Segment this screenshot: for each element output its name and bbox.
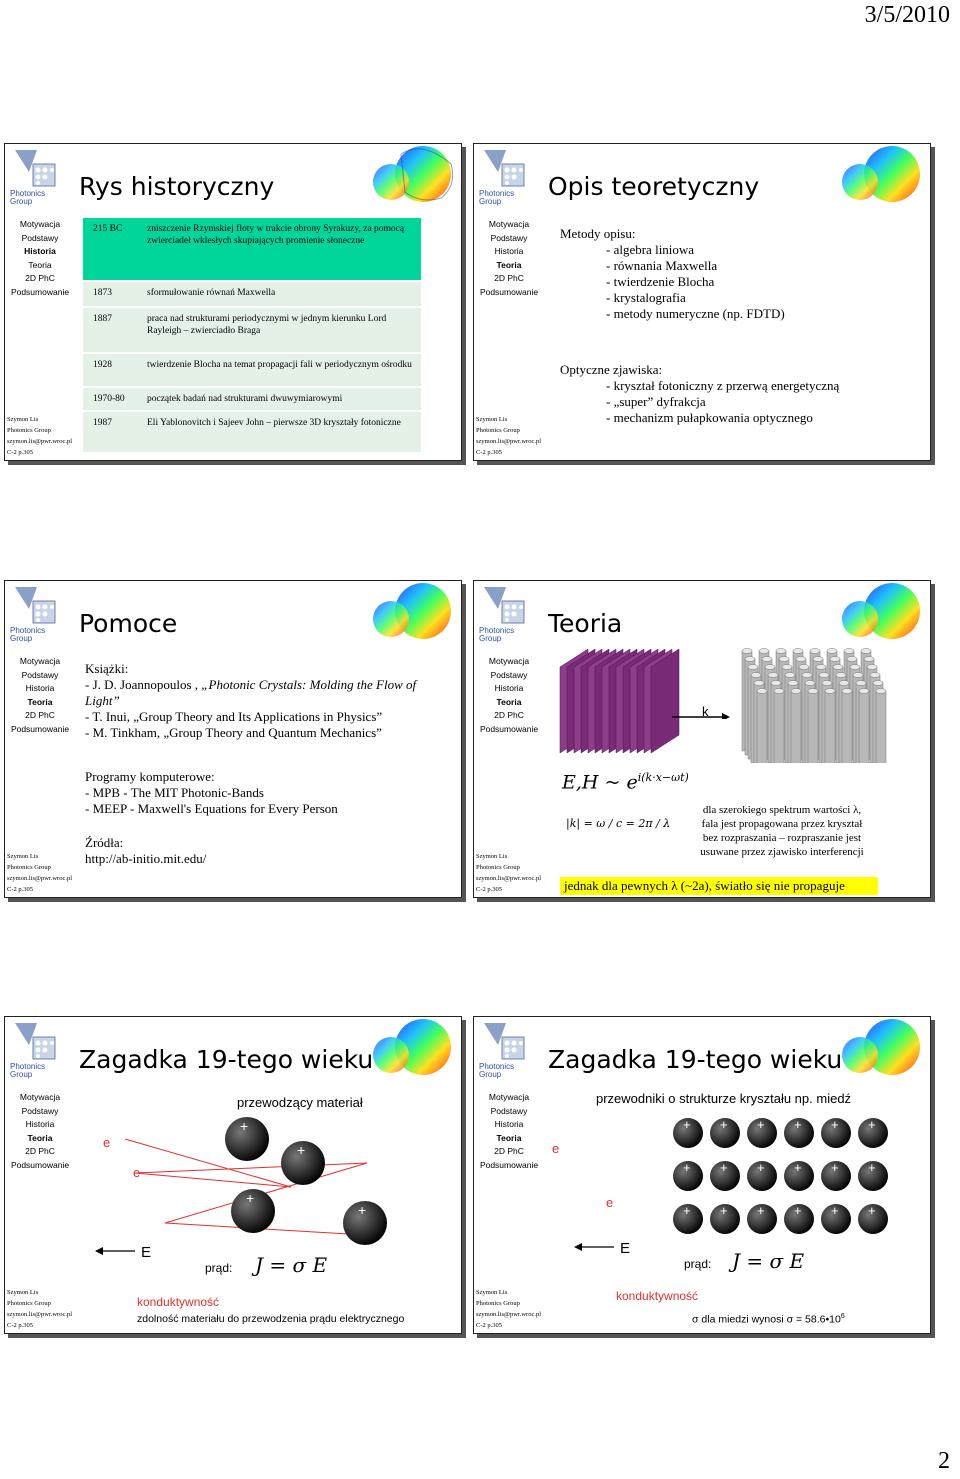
- footer-author: Szymon Lis: [476, 853, 508, 860]
- slide-nav: [474, 655, 544, 736]
- slide-nav: [474, 218, 544, 299]
- plus-sign: +: [757, 1203, 765, 1218]
- row-text: sformułowanie równań Maxwella: [147, 288, 276, 298]
- footer-email[interactable]: szymon.lis@pwr.wroc.pl: [476, 1311, 542, 1318]
- band-structure-image: [361, 1017, 459, 1075]
- rod-top: [796, 657, 806, 662]
- nav-teoria[interactable]: Teoria: [496, 259, 522, 270]
- phenomena-heading: Optyczne zjawiska:: [560, 362, 663, 377]
- list-item: - MPB - The MIT Photonic-Bands: [85, 785, 264, 800]
- rod-top: [802, 673, 812, 678]
- rod-top: [847, 657, 857, 662]
- crystal-rod: [757, 691, 767, 763]
- nav-teoria[interactable]: Teoria: [27, 696, 53, 707]
- rod-top: [822, 681, 832, 686]
- table-row: [83, 412, 421, 452]
- slab-layer: [651, 649, 679, 753]
- rod-top: [742, 649, 752, 654]
- footer-author: Szymon Lis: [7, 1289, 39, 1296]
- table-row: [83, 354, 421, 386]
- logo-text-2: Group: [10, 634, 33, 643]
- nav-podsumowanie[interactable]: Podsumowanie: [479, 1159, 539, 1170]
- footer-author: Szymon Lis: [7, 853, 39, 860]
- footer-email[interactable]: szymon.lis@pwr.wroc.pl: [476, 438, 542, 445]
- nav-2d-phc[interactable]: 2D PhC: [25, 1146, 55, 1156]
- logo-text-1: Photonics: [479, 626, 515, 635]
- crystal-rod: [825, 691, 835, 763]
- slide-footer: [476, 851, 546, 895]
- footer-group: Photonics Group: [7, 1300, 51, 1307]
- slide-nav: [474, 1091, 544, 1172]
- row-year: 1928: [93, 360, 112, 370]
- photonics-logo: [476, 146, 538, 206]
- slide-teoria: [473, 580, 931, 898]
- rod-top: [759, 649, 769, 654]
- slide-body: [85, 661, 453, 891]
- rod-top: [819, 673, 829, 678]
- current-label: prąd:: [205, 1261, 233, 1275]
- crystal-rod: [774, 691, 784, 763]
- sources-heading: Źródła:: [85, 835, 124, 850]
- plus-sign: +: [831, 1203, 839, 1218]
- list-item: - równania Maxwella: [606, 258, 718, 273]
- conductivity-term: konduktywność: [137, 1295, 220, 1309]
- rod-crystal-image: [732, 645, 892, 763]
- nav-podstawy[interactable]: Podstawy: [21, 1105, 59, 1116]
- rod-top: [754, 681, 764, 686]
- wave-formula: E,H ~ $e^{i(k\cdot x-\omega t)}$: [562, 771, 689, 794]
- rod-top: [827, 649, 837, 654]
- band-structure-image: [830, 581, 928, 639]
- plus-sign: +: [720, 1117, 728, 1132]
- diagram-heading: przewodzący materiał: [237, 1095, 363, 1110]
- rod-top: [853, 673, 863, 678]
- list-item: - „super” dyfrakcja: [606, 394, 706, 409]
- logo-text-1: Photonics: [10, 189, 46, 198]
- electron-label: e: [606, 1195, 614, 1210]
- photonics-logo: [476, 1019, 538, 1079]
- photonics-logo: [7, 146, 69, 206]
- rod-top: [768, 673, 778, 678]
- band-structure-image: [361, 144, 459, 202]
- rod-top: [859, 689, 869, 694]
- table-row: [83, 308, 421, 352]
- list-item: - T. Inui, „Group Theory and Its Applications in Physics”: [85, 709, 383, 724]
- rod-top: [762, 657, 772, 662]
- footer-author: Szymon Lis: [476, 416, 508, 423]
- k-arrow: [670, 703, 732, 719]
- photonics-logo: [476, 583, 538, 643]
- rod-top: [813, 657, 823, 662]
- logo-text-1: Photonics: [10, 1062, 46, 1071]
- footer-room: C-2 p.305: [476, 449, 502, 456]
- rod-top: [864, 657, 874, 662]
- rod-top: [793, 649, 803, 654]
- page-number: 2: [938, 1448, 950, 1474]
- books-heading: Książki:: [85, 661, 129, 676]
- table-row: [83, 218, 421, 280]
- field-label: E: [620, 1240, 631, 1257]
- teoria-description: dla szerokiego spektrum wartości λ, fala jest propagowana przez kryształ bez rozpraszania – rozpraszanie jest usuwane przez zjawisko interferencji: [700, 804, 864, 858]
- plus-sign: +: [358, 1202, 367, 1218]
- plus-sign: +: [683, 1203, 691, 1218]
- row-text: twierdzenie Blocha na temat propagacji fali w periodycznym ośrodku: [147, 360, 412, 370]
- photonics-logo: [7, 1019, 69, 1079]
- nav-historia[interactable]: Historia: [494, 246, 524, 256]
- footer-group: Photonics Group: [476, 864, 520, 871]
- nav-historia[interactable]: Historia: [25, 683, 55, 693]
- footer-room: C-2 p.305: [7, 449, 33, 456]
- nav-podstawy[interactable]: Podstawy: [490, 1105, 528, 1116]
- logo-text-2: Group: [479, 634, 502, 643]
- row-text: praca nad strukturami periodycznymi w jednym kierunku Lord Rayleigh – zwierciadło Braga: [147, 314, 387, 336]
- row-text: Eli Yablonovitch i Sajeev John – pierwsze 3D kryształy fotoniczne: [147, 418, 401, 428]
- nav-motywacja[interactable]: Motywacja: [488, 219, 530, 229]
- conductivity-term: konduktywność: [616, 1289, 699, 1303]
- slide-footer: [7, 851, 77, 895]
- highlight-statement: jednak dla pewnych λ (~2a), światło się nie propaguje: [560, 877, 878, 895]
- slide-title: Zagadka 19-tego wieku: [79, 1045, 374, 1074]
- book-title: „Photonic Crystals: Molding the Flow of Light”: [85, 677, 417, 708]
- table-row: [83, 282, 421, 306]
- list-item: - mechanizm pułapkowania optycznego: [606, 410, 813, 425]
- slide-title: Opis teoretyczny: [548, 172, 760, 201]
- electron-label: e: [133, 1165, 141, 1180]
- rod-top: [751, 673, 761, 678]
- slide-title: Rys historyczny: [79, 172, 275, 201]
- nav-podsumowanie[interactable]: Podsumowanie: [10, 1159, 70, 1170]
- history-table: [83, 218, 421, 454]
- rod-top: [867, 665, 877, 670]
- slide-opis-teoretyczny: [473, 143, 931, 461]
- footer-author: Szymon Lis: [7, 416, 39, 423]
- slide-nav: [5, 1091, 75, 1172]
- slide-zagadka-2: [473, 1016, 931, 1334]
- plus-sign: +: [683, 1117, 691, 1132]
- nav-motywacja[interactable]: Motywacja: [488, 656, 530, 666]
- slide-title: Zagadka 19-tego wieku: [548, 1045, 843, 1074]
- plus-sign: +: [794, 1203, 802, 1218]
- rod-top: [876, 689, 886, 694]
- footer-email[interactable]: szymon.lis@pwr.wroc.pl: [7, 438, 73, 445]
- nav-podsumowanie[interactable]: Podsumowanie: [479, 723, 539, 734]
- plus-sign: +: [240, 1118, 249, 1134]
- nav-historia[interactable]: Historia: [24, 246, 56, 256]
- rod-top: [788, 681, 798, 686]
- rod-top: [799, 665, 809, 670]
- list-item: - M. Tinkham, „Group Theory and Quantum Mechanics”: [85, 725, 382, 740]
- nav-2d-phc[interactable]: 2D PhC: [494, 1146, 524, 1156]
- footer-group: Photonics Group: [7, 864, 51, 871]
- rod-top: [757, 689, 767, 694]
- nav-teoria[interactable]: Teoria: [496, 696, 522, 707]
- band-structure-image: [830, 1017, 928, 1075]
- rod-top: [836, 673, 846, 678]
- nav-historia[interactable]: Historia: [25, 1119, 55, 1129]
- row-year: 1987: [93, 418, 112, 428]
- logo-text-2: Group: [479, 1070, 502, 1079]
- rod-top: [816, 665, 826, 670]
- rod-top: [782, 665, 792, 670]
- ohm-formula: J = σ E: [732, 1249, 805, 1273]
- nav-motywacja[interactable]: Motywacja: [19, 656, 61, 666]
- row-text: początek badań nad strukturami dwuwymiarowymi: [147, 394, 343, 404]
- logo-text-2: Group: [10, 197, 33, 206]
- nav-podsumowanie[interactable]: Podsumowanie: [479, 286, 539, 297]
- crystal-rod: [876, 691, 886, 763]
- rod-top: [861, 649, 871, 654]
- nav-2d-phc[interactable]: 2D PhC: [494, 273, 524, 283]
- slide-footer: [476, 414, 546, 458]
- wavevector-label: k: [702, 704, 709, 719]
- rod-top: [776, 649, 786, 654]
- list-item: - krystalografia: [606, 290, 686, 305]
- nav-podsumowanie[interactable]: Podsumowanie: [10, 723, 70, 734]
- rod-top: [833, 665, 843, 670]
- rod-top: [779, 657, 789, 662]
- nav-2d-phc[interactable]: 2D PhC: [25, 273, 55, 283]
- rod-top: [844, 649, 854, 654]
- footer-email[interactable]: szymon.lis@pwr.wroc.pl: [7, 875, 73, 882]
- conductivity-definition: zdolność materiału do przewodzenia prądu elektrycznego: [137, 1313, 405, 1325]
- plus-sign: +: [868, 1117, 876, 1132]
- nav-podstawy[interactable]: Podstawy: [21, 232, 59, 243]
- copper-sigma-text: σ dla miedzi wynosi σ = 58.6•10: [692, 1313, 841, 1326]
- page-date: 3/5/2010: [864, 2, 950, 28]
- nav-podstawy[interactable]: Podstawy: [490, 232, 528, 243]
- logo-text-1: Photonics: [479, 1062, 515, 1071]
- rod-top: [873, 681, 883, 686]
- electron-label: e: [103, 1135, 111, 1150]
- rod-top: [785, 673, 795, 678]
- rod-top: [808, 689, 818, 694]
- rod-top: [839, 681, 849, 686]
- footer-email[interactable]: szymon.lis@pwr.wroc.pl: [7, 1311, 73, 1318]
- band-structure-image: [361, 581, 459, 639]
- rod-top: [748, 665, 758, 670]
- slide-body: [560, 226, 922, 454]
- band-structure-image: [830, 144, 928, 202]
- slide-title: Pomoce: [79, 609, 178, 638]
- plus-sign: +: [868, 1160, 876, 1175]
- list-item: - metody numeryczne (np. FDTD): [606, 306, 785, 321]
- current-label: prąd:: [684, 1257, 712, 1271]
- nav-teoria[interactable]: Teoria: [496, 1132, 522, 1143]
- book-author: - J. D. Joannopoulos ,: [85, 677, 202, 692]
- list-item: [85, 677, 453, 709]
- nav-podstawy[interactable]: Podstawy: [490, 669, 528, 680]
- copper-sigma: σ dla miedzi wynosi $\sigma = 58.6•10^6$: [692, 1313, 845, 1326]
- rod-top: [842, 689, 852, 694]
- footer-room: C-2 p.305: [7, 886, 33, 893]
- rod-top: [810, 649, 820, 654]
- crystal-conduction-diagram: [548, 1109, 888, 1269]
- list-item: - algebra liniowa: [606, 242, 695, 257]
- rod-top: [765, 665, 775, 670]
- slide-nav: [5, 655, 75, 736]
- plus-sign: +: [831, 1160, 839, 1175]
- list-item: - MEEP - Maxwell's Equations for Every Person: [85, 801, 338, 816]
- plus-sign: +: [794, 1117, 802, 1132]
- rod-top: [745, 657, 755, 662]
- plus-sign: +: [246, 1190, 255, 1206]
- nav-motywacja[interactable]: Motywacja: [19, 1092, 61, 1102]
- row-text: zniszczenie Rzymskiej floty w trakcie obrony Syrakuzy, za pomocą zwierciadeł wklesłych skupiających promienie słoneczne: [147, 224, 405, 246]
- footer-author: Szymon Lis: [476, 1289, 508, 1296]
- table-row: [83, 388, 421, 410]
- nav-motywacja[interactable]: Motywacja: [19, 219, 61, 229]
- plus-sign: +: [297, 1142, 306, 1158]
- slide-footer: [476, 1287, 546, 1331]
- nav-motywacja[interactable]: Motywacja: [488, 1092, 530, 1102]
- nav-podsumowanie[interactable]: Podsumowanie: [10, 286, 70, 297]
- rod-top: [805, 681, 815, 686]
- footer-group: Photonics Group: [7, 427, 51, 434]
- source-link[interactable]: http://ab-initio.mit.edu/: [85, 851, 207, 866]
- slide-rys-historyczny: [4, 143, 462, 461]
- plus-sign: +: [868, 1203, 876, 1218]
- row-year: 1970-80: [93, 394, 125, 404]
- slide-title: Teoria: [548, 609, 623, 638]
- logo-text-1: Photonics: [479, 189, 515, 198]
- slide-footer: [7, 1287, 77, 1331]
- nav-2d-phc[interactable]: 2D PhC: [494, 710, 524, 720]
- nav-teoria[interactable]: Teoria: [27, 1132, 53, 1143]
- rod-top: [856, 681, 866, 686]
- footer-group: Photonics Group: [476, 427, 520, 434]
- rod-top: [830, 657, 840, 662]
- rod-top: [850, 665, 860, 670]
- dispersion-formula: |k| = ω / c = 2π / λ: [566, 817, 671, 830]
- list-item: - kryształ fotoniczny z przerwą energetyczną: [606, 378, 840, 393]
- footer-room: C-2 p.305: [476, 1322, 502, 1329]
- diagram-heading: przewodniki o strukturze kryształu np. miedź: [596, 1091, 852, 1106]
- slide-pomoce: [4, 580, 462, 898]
- field-label: E: [141, 1244, 152, 1261]
- plus-sign: +: [757, 1160, 765, 1175]
- plus-sign: +: [720, 1203, 728, 1218]
- logo-text-1: Photonics: [10, 626, 46, 635]
- methods-heading: Metody opisu:: [560, 226, 636, 241]
- footer-room: C-2 p.305: [7, 1322, 33, 1329]
- footer-group: Photonics Group: [476, 1300, 520, 1307]
- ohm-formula: J = σ E: [255, 1253, 328, 1277]
- slide-footer: [7, 414, 77, 458]
- rod-top: [870, 673, 880, 678]
- row-year: 215 BC: [93, 224, 123, 234]
- nav-podstawy[interactable]: Podstawy: [21, 669, 59, 680]
- photonics-logo: [7, 583, 69, 643]
- programs-heading: Programy komputerowe:: [85, 769, 215, 784]
- row-year: 1873: [93, 288, 112, 298]
- crystal-rod: [859, 691, 869, 763]
- plus-sign: +: [683, 1160, 691, 1175]
- slide-zagadka-1: [4, 1016, 462, 1334]
- rod-top: [825, 689, 835, 694]
- row-year: 1887: [93, 314, 112, 324]
- footer-room: C-2 p.305: [476, 886, 502, 893]
- rod-top: [791, 689, 801, 694]
- plus-sign: +: [831, 1117, 839, 1132]
- nav-historia[interactable]: Historia: [494, 683, 524, 693]
- logo-text-2: Group: [479, 197, 502, 206]
- nav-historia[interactable]: Historia: [494, 1119, 524, 1129]
- plus-sign: +: [757, 1117, 765, 1132]
- crystal-rod: [791, 691, 801, 763]
- nav-2d-phc[interactable]: 2D PhC: [25, 710, 55, 720]
- slide-nav: [5, 218, 75, 299]
- crystal-rod: [842, 691, 852, 763]
- list-item: - twierdzenie Blocha: [606, 274, 715, 289]
- logo-text-2: Group: [10, 1070, 33, 1079]
- plus-sign: +: [720, 1160, 728, 1175]
- plus-sign: +: [794, 1160, 802, 1175]
- nav-teoria[interactable]: Teoria: [28, 259, 52, 270]
- rod-top: [771, 681, 781, 686]
- crystal-rod: [808, 691, 818, 763]
- electron-label: e: [552, 1141, 560, 1156]
- footer-email[interactable]: szymon.lis@pwr.wroc.pl: [476, 875, 542, 882]
- rod-top: [774, 689, 784, 694]
